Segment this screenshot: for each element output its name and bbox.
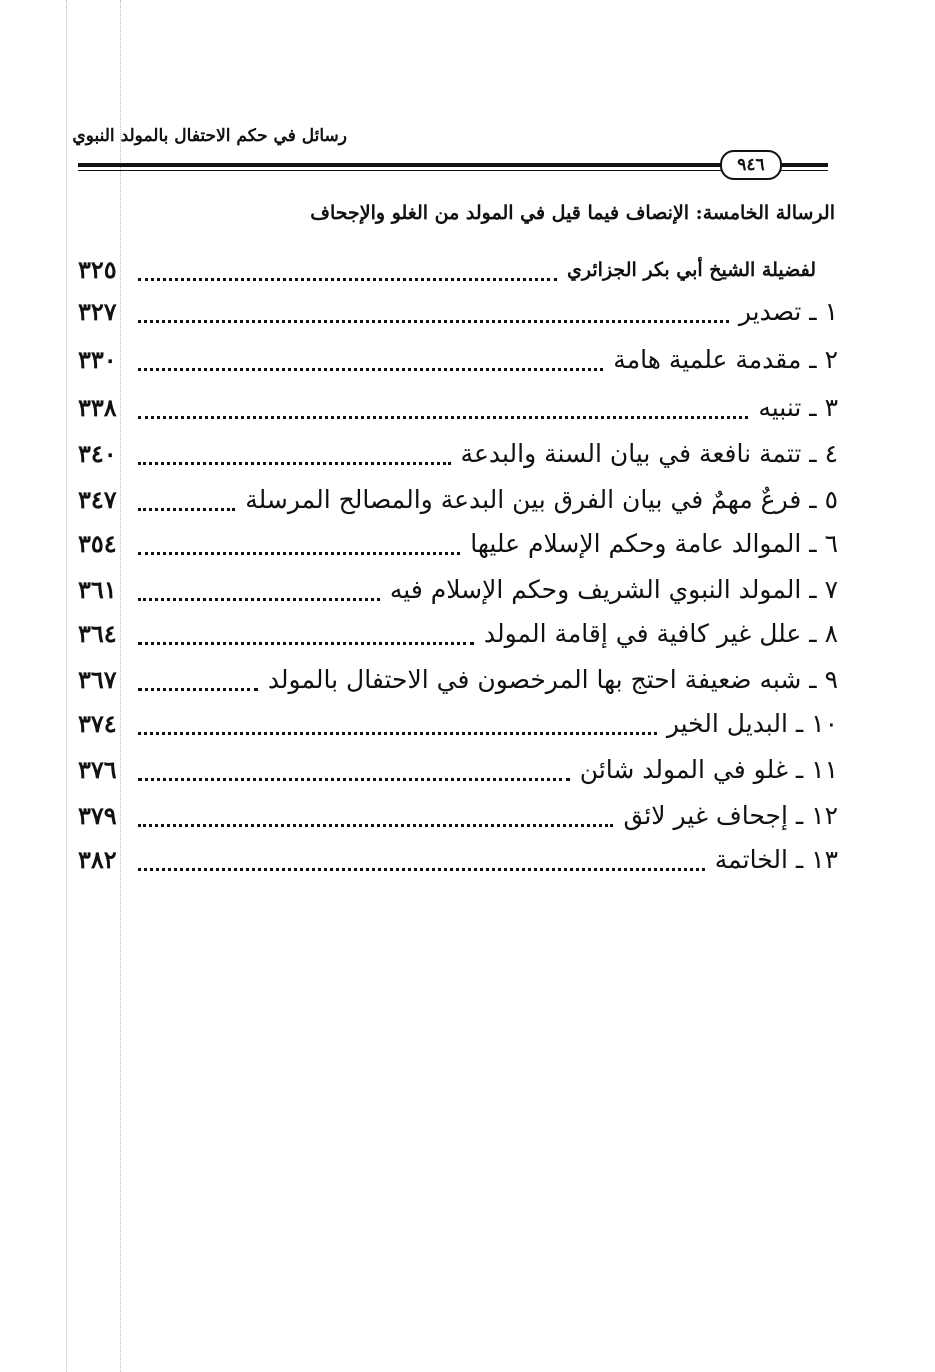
toc-leader-dots <box>138 552 460 555</box>
toc-leader-dots <box>138 642 474 645</box>
toc-entry <box>78 388 838 432</box>
toc-entry <box>78 704 838 748</box>
toc-entry <box>78 434 838 478</box>
toc-entry <box>78 340 838 384</box>
toc-entry-label: ٣ ـ تنبيه <box>758 393 838 422</box>
toc-entry <box>78 570 838 614</box>
toc-leader-dots <box>138 868 705 871</box>
toc-entry-page: ٣٨٢ <box>78 845 117 874</box>
toc-leader-dots <box>138 778 570 781</box>
toc-entry-page: ٣٣٠ <box>78 345 117 374</box>
toc-entry-label: ١١ ـ غلو في المولد شائن <box>579 755 838 784</box>
toc-entry-page: ٣٢٧ <box>78 297 117 326</box>
toc-entry-label: ١٠ ـ البديل الخير <box>666 709 838 738</box>
toc-entry-page: ٣٦٤ <box>78 619 117 648</box>
toc-entry-label: ١٢ ـ إجحاف غير لائق <box>623 801 838 830</box>
toc-entry-label: ٤ ـ تتمة نافعة في بيان السنة والبدعة <box>460 439 838 468</box>
toc-entry-page: ٣٣٨ <box>78 393 117 422</box>
toc-entry <box>78 840 838 884</box>
toc-entry-label: ٥ ـ فرعٌ مهمٌ في بيان الفرق بين البدعة والمصالح المرسلة <box>245 485 838 514</box>
header-rule-thick <box>78 163 828 167</box>
toc-entry-label: ١ ـ تصدير <box>738 297 838 326</box>
toc-leader-dots <box>138 462 451 465</box>
toc-entry-label: ٦ ـ الموالد عامة وحكم الإسلام عليها <box>470 529 838 558</box>
toc-entry-label: ٩ ـ شبه ضعيفة احتج بها المرخصون في الاحتفال بالمولد <box>267 665 838 694</box>
toc-entry-page: ٣٦١ <box>78 575 117 604</box>
toc-entry <box>78 750 838 794</box>
toc-leader-dots <box>138 508 235 511</box>
page-number-badge: ٩٤٦ <box>720 150 782 180</box>
toc-entry-label: ٢ ـ مقدمة علمية هامة <box>613 345 838 374</box>
toc-leader-dots <box>138 824 613 827</box>
toc-entry-page: ٣٦٧ <box>78 665 117 694</box>
section-title: الرسالة الخامسة: الإنصاف فيما قيل في المولد من الغلو والإجحاف <box>310 202 835 224</box>
header-rule-thin <box>78 170 828 171</box>
toc-entry <box>78 796 838 840</box>
toc-entry <box>78 250 838 294</box>
toc-entry-label: ٧ ـ المولد النبوي الشريف وحكم الإسلام فيه <box>389 575 838 604</box>
toc-entry-page: ٣٤٠ <box>78 439 117 468</box>
toc-entry-page: ٣٧٤ <box>78 709 117 738</box>
toc-entry-label: ١٣ ـ الخاتمة <box>714 845 838 874</box>
toc-entry-label: ٨ ـ علل غير كافية في إقامة المولد <box>483 619 838 648</box>
toc-leader-dots <box>138 598 380 601</box>
toc-leader-dots <box>138 416 748 419</box>
toc-entry-page: ٣٢٥ <box>78 255 117 284</box>
toc-leader-dots <box>138 278 557 281</box>
toc-entry <box>78 480 838 524</box>
toc-entry-label: لفضيلة الشيخ أبي بكر الجزائري <box>567 259 816 281</box>
toc-leader-dots <box>138 732 657 735</box>
toc-leader-dots <box>138 368 603 371</box>
toc-entry <box>78 292 838 336</box>
toc-entry <box>78 660 838 704</box>
toc-entry-page: ٣٧٩ <box>78 801 117 830</box>
toc-leader-dots <box>138 688 258 691</box>
toc-entry <box>78 614 838 658</box>
toc-entry <box>78 524 838 568</box>
toc-entry-page: ٣٧٦ <box>78 755 117 784</box>
toc-entry-page: ٣٤٧ <box>78 485 117 514</box>
toc-leader-dots <box>138 320 729 323</box>
scan-guide-line <box>66 0 67 1372</box>
toc-entry-page: ٣٥٤ <box>78 529 117 558</box>
running-header-title: رسائل في حكم الاحتفال بالمولد النبوي <box>72 126 347 146</box>
